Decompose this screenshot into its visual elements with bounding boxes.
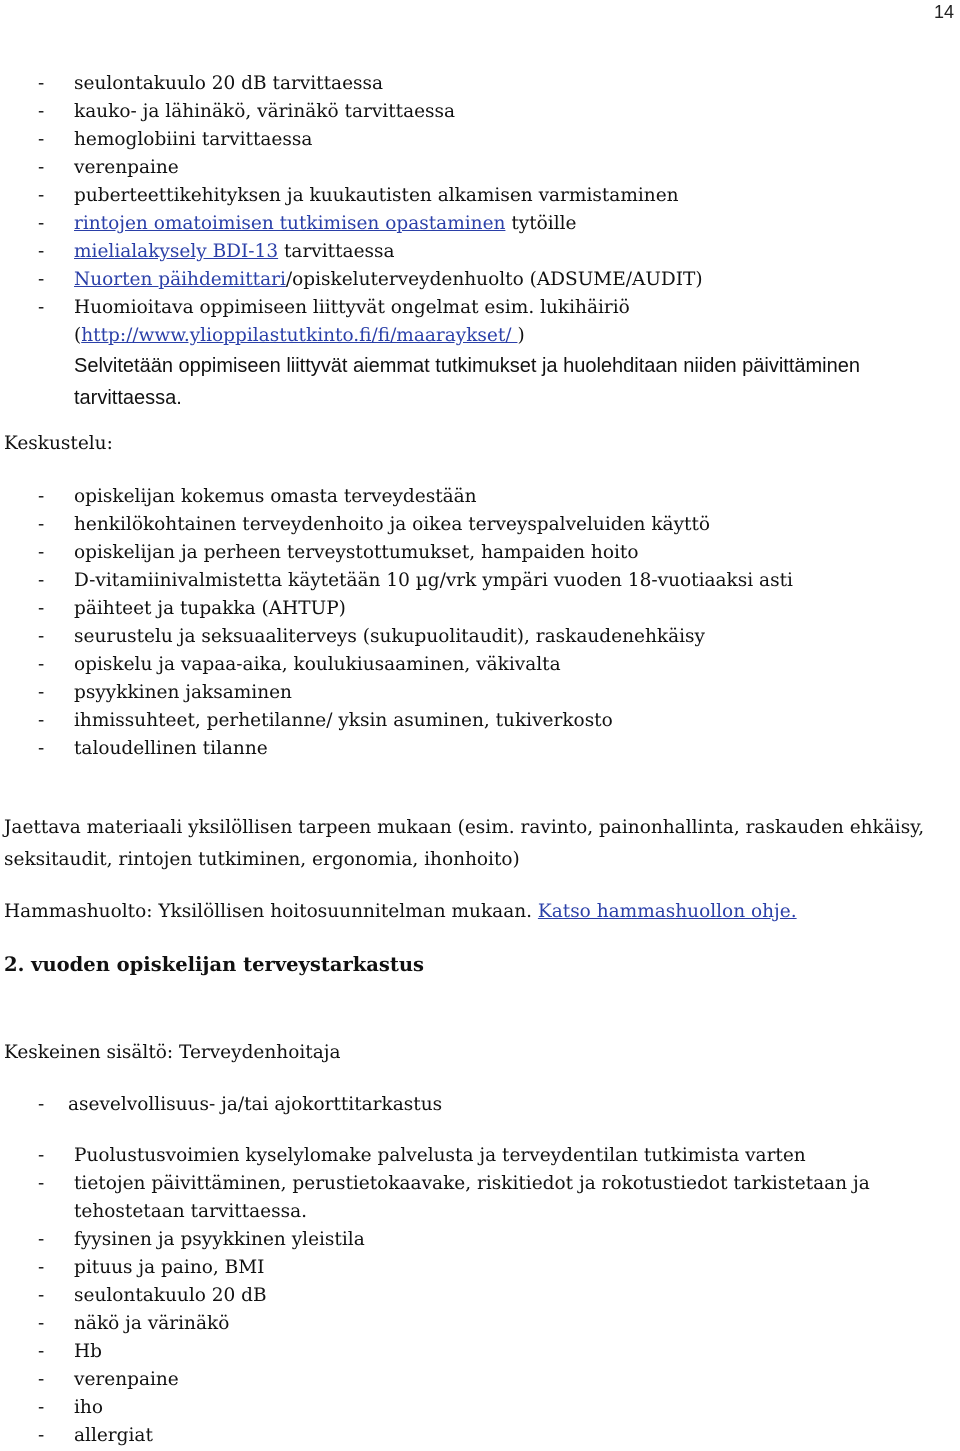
list-item: - ihmissuhteet, perhetilanne/ yksin asuminen, tukiverkosto — [38, 710, 613, 731]
list-item: - Huomioitava oppimiseen liittyvät ongelmat esim. lukihäiriö — [38, 297, 630, 318]
list-item: - kauko- ja lähinäkö, värinäkö tarvittaessa — [38, 101, 456, 122]
list-item: - opiskelijan ja perheen terveystottumukset, hampaiden hoito — [38, 542, 639, 563]
list-item: - allergiat — [38, 1425, 153, 1446]
list-item: - opiskelijan kokemus omasta terveydestään — [38, 486, 477, 507]
bdi13-link[interactable]: mielialakysely BDI-13 — [74, 241, 279, 262]
list-item: - verenpaine — [38, 157, 179, 178]
list-item: - tietojen päivittäminen, perustietokaavake, riskitiedot ja rokotustiedot tarkistetaan ja tehostetaan tarvittaessa. — [38, 1173, 870, 1222]
learning-note: Selvitetään oppimiseen liittyvät aiemmat tutkimukset ja huolehditaan niiden päivittäminen tarvittaessa. — [74, 355, 860, 409]
list-item: - seulontakuulo 20 dB tarvittaessa — [38, 73, 384, 94]
list-item: - verenpaine — [38, 1369, 179, 1390]
list-item: - henkilökohtainen terveydenhoito ja oikea terveyspalveluiden käyttö — [38, 514, 711, 535]
dental-paragraph: Hammashuolto: Yksilöllisen hoitosuunnitelman mukaan. Katso hammashuollon ohje. — [4, 901, 797, 922]
list-item: - psyykkinen jaksaminen — [38, 682, 292, 703]
list-item: - seurustelu ja seksuaaliterveys (sukupuolitaudit), raskaudenehkäisy — [38, 626, 705, 647]
list-item: - Puolustusvoimien kyselylomake palvelusta ja terveydentilan tutkimista varten — [38, 1145, 806, 1166]
list-item: - asevelvollisuus- ja/tai ajokorttitarkastus — [38, 1094, 443, 1115]
list-item: - pituus ja paino, BMI — [38, 1257, 265, 1278]
substance-test-link[interactable]: Nuorten päihdemittari — [74, 269, 286, 290]
discussion-label: Keskustelu: — [4, 433, 113, 454]
screening-list — [0, 70, 960, 414]
ylioppilastutkinto-link[interactable]: http://www.ylioppilastutkinto.fi/fi/maaraykset/ — [81, 325, 518, 346]
exam-list — [0, 1142, 960, 1450]
list-item: - Nuorten päihdemittari/opiskeluterveydenhuolto (ADSUME/AUDIT) — [38, 269, 703, 290]
list-item: - D-vitamiinivalmistetta käytetään 10 µg/vrk ympäri vuoden 18-vuotiaaksi asti — [38, 570, 793, 591]
dental-instructions-link[interactable]: Katso hammashuollon ohje. — [537, 901, 797, 922]
list-item: - rintojen omatoimisen tutkimisen opastaminen tytöille — [38, 213, 577, 234]
list-item: - hemoglobiini tarvittaessa — [38, 129, 313, 150]
list-item: - mielialakysely BDI-13 tarvittaessa — [38, 241, 395, 262]
list-item: - fyysinen ja psyykkinen yleistila — [38, 1229, 365, 1250]
material-paragraph: Jaettava materiaali yksilöllisen tarpeen mukaan (esim. ravinto, painonhallinta, raskauden ehkäisy, seksitaudit, rintojen tutkiminen, ergonomia, ihonhoito) — [4, 817, 925, 870]
core-content-label: Keskeinen sisältö: Terveydenhoitaja — [4, 1042, 341, 1063]
list-item: - päihteet ja tupakka (AHTUP) — [38, 598, 346, 619]
list-item: - Hb — [38, 1341, 102, 1362]
conscription-list — [0, 1091, 960, 1119]
list-item: - taloudellinen tilanne — [38, 738, 268, 759]
section-heading: 2. vuoden opiskelijan terveystarkastus — [4, 953, 425, 976]
list-item: - opiskelu ja vapaa-aika, koulukiusaaminen, väkivalta — [38, 654, 561, 675]
list-item: - näkö ja värinäkö — [38, 1313, 230, 1334]
list-item: (http://www.ylioppilastutkinto.fi/fi/maaraykset/ ) — [74, 325, 525, 346]
list-item: - iho — [38, 1397, 103, 1418]
list-item: - seulontakuulo 20 dB — [38, 1285, 267, 1306]
breast-self-exam-link[interactable]: rintojen omatoimisen tutkimisen opastaminen — [74, 213, 506, 234]
page-number: 14 — [933, 2, 954, 22]
list-item: - puberteettikehityksen ja kuukautisten alkamisen varmistaminen — [38, 185, 679, 206]
discussion-list — [0, 483, 960, 763]
